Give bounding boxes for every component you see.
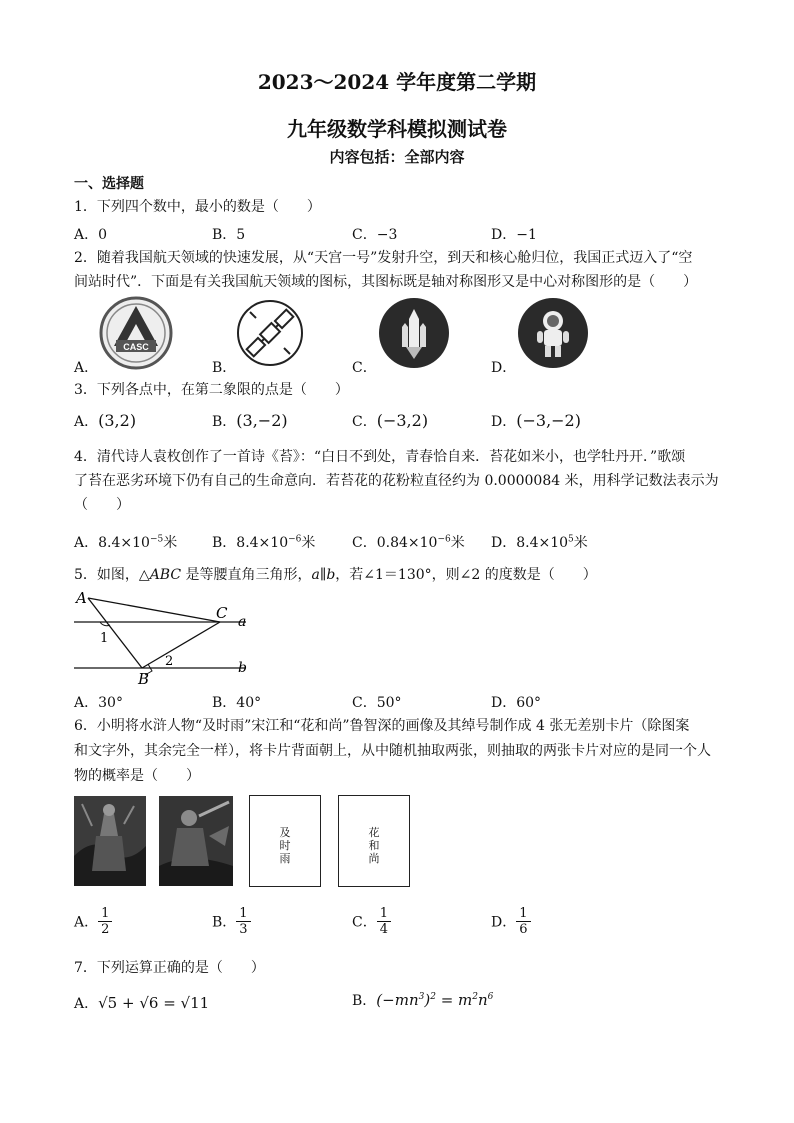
card-huaheshang-text: 花 和 尚 (368, 826, 380, 865)
q2-option-b: B． (212, 360, 237, 376)
q5-stem: 5．如图，△ABC 是等腰直角三角形，a∥b，若∠1＝130°，则∠2 的度数是（ ） (74, 567, 597, 583)
q4-stem-line3: （ ） (74, 497, 130, 513)
q1-option-a: A．0 (74, 227, 108, 243)
q7-option-b: B．$(-mn^3)^2 = m^2n^6$ (352, 991, 494, 1009)
q2-stem-line1: 2．随着我国航天领域的快速发展，从“天宫一号”发射升空，到天和核心舱归位，我国正式迈入了“空 (74, 250, 693, 266)
label-A: A (76, 589, 87, 607)
q3-option-d: D．(−3,−2) (491, 411, 581, 430)
q1-stem: 1．下列四个数中，最小的数是（ ） (74, 199, 321, 215)
card-songjiang-portrait (74, 796, 146, 886)
q3-option-b: B．(3,−2) (212, 411, 288, 430)
q2-option-a: A． (74, 360, 99, 376)
q4-option-b: B．$8.4\times 10^{-6}$米 (212, 534, 316, 551)
q5-option-b: B．40° (212, 695, 262, 711)
q6-option-a: A． $\frac{1}{2}$ (74, 906, 112, 937)
q6-option-c: C． $\frac{1}{4}$ (352, 906, 391, 937)
q6-stem-line3: 物的概率是（ ） (74, 768, 200, 784)
q4-option-a: A．$8.4\times 10^{-5}$米 (74, 534, 178, 551)
exam-title-line2: 九年级数学科模拟测试卷 (287, 117, 507, 141)
label-a: a (238, 614, 247, 630)
q3-option-c: C．(−3,2) (352, 411, 429, 430)
label-b: b (238, 660, 247, 676)
q3-option-a: A．(3,2) (74, 411, 137, 430)
exam-subtitle: 内容包括：全部内容 (329, 148, 465, 166)
card-jishiyu-text: 及 时 雨 (279, 826, 291, 865)
astronaut-icon (517, 297, 589, 369)
rocket-icon (378, 297, 450, 369)
q7-option-a: A．√5 + √6 = √11 (74, 994, 210, 1012)
q2-option-d: D． (491, 360, 517, 376)
label-angle1: 1 (100, 631, 109, 646)
side-bc (142, 622, 220, 668)
card-huaheshang (338, 795, 410, 887)
casc-logo-icon (96, 296, 180, 370)
q2-option-c: C． (352, 360, 377, 376)
card-jishiyu (249, 795, 321, 887)
q1-option-c: C．−3 (352, 227, 398, 243)
q5-option-c: C．50° (352, 695, 402, 711)
label-C: C (216, 604, 228, 622)
card-luzhishen-portrait (159, 796, 233, 886)
q4-option-c: C．$0.84\times 10^{-6}$米 (352, 534, 465, 551)
q6-option-b: B． $\frac{1}{3}$ (212, 906, 251, 937)
q6-option-d: D． $\frac{1}{6}$ (491, 906, 531, 937)
q7-stem: 7．下列运算正确的是（ ） (74, 960, 265, 976)
label-angle2: 2 (165, 654, 174, 669)
satellite-icon (234, 298, 306, 368)
q1-option-b: B．5 (212, 227, 246, 243)
svg-text:CASC: CASC (123, 342, 149, 352)
q5-option-a: A．30° (74, 695, 123, 711)
q6-stem-line1: 6．小明将水浒人物“及时雨”宋江和“花和尚”鲁智深的画像及其绰号制作成 4 张无差别卡片（除图案 (74, 718, 690, 734)
q4-stem-line1: 4．清代诗人袁枚创作了一首诗《苔》：“白日不到处，青春恰自来．苔花如米小，也学牡丹开．”歌颂 (74, 449, 686, 465)
q1-option-d: D．−1 (491, 227, 537, 243)
q6-stem-line2: 和文字外，其余完全一样），将卡片背面朝上，从中随机抽取两张，则抽取的两张卡片对应的是同一个人 (74, 743, 711, 759)
q5-triangle-figure (70, 588, 260, 686)
section-title-multiple-choice: 一、选择题 (74, 176, 144, 192)
exam-title-line1: 2023～2024 学年度第二学期 (257, 70, 537, 94)
q2-stem-line2: 间站时代”．下面是有关我国航天领域的图标，其图标既是轴对称图形又是中心对称图形的是（ ） (74, 274, 698, 290)
q3-stem: 3．下列各点中，在第二象限的点是（ ） (74, 382, 349, 398)
side-ac (88, 598, 220, 622)
side-ab (88, 598, 142, 668)
q5-option-d: D．60° (491, 695, 542, 711)
q4-option-d: D．$8.4\times 10^5$米 (491, 534, 588, 551)
label-B: B (138, 670, 150, 686)
q4-stem-line2: 了苔在恶劣环境下仍有自己的生命意向．若苔花的花粉粒直径约为 0.0000084 米，用科学记数法表示为 (74, 473, 719, 489)
